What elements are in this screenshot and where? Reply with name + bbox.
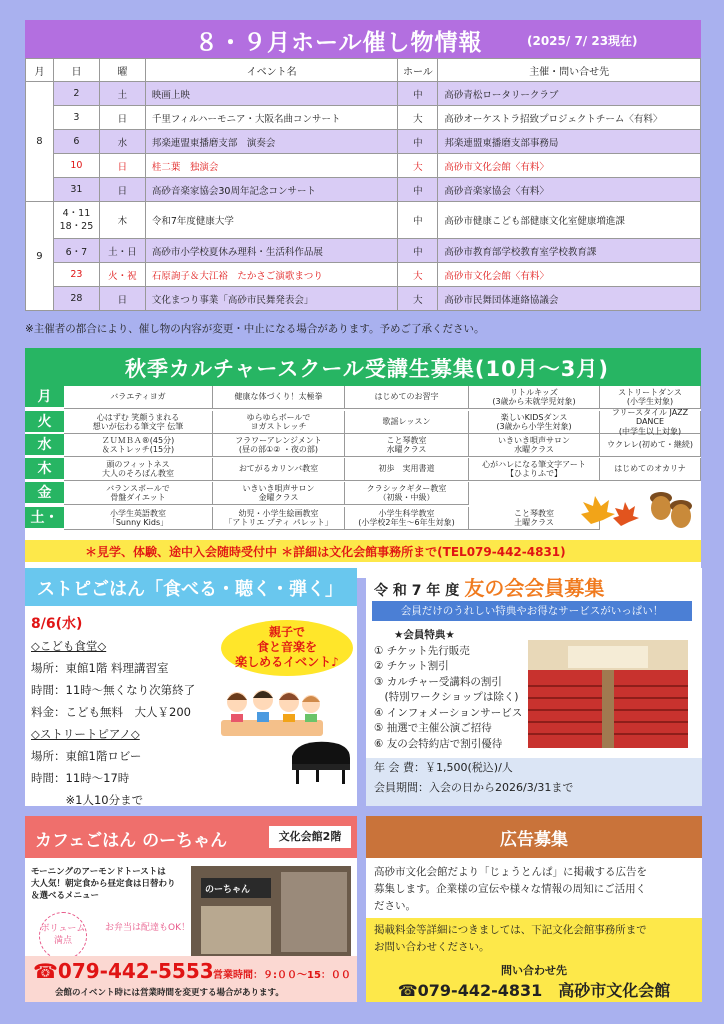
weekday-cell: 土	[99, 82, 145, 106]
col-day: 日	[53, 59, 99, 82]
culture-day-label: 火	[25, 411, 64, 433]
culture-class-cell: バラエティヨガ	[64, 386, 213, 409]
tomo-period: 会員期間：入会の日から2026/3/31まで	[374, 781, 574, 794]
culture-class-cell: こと琴教室 水曜クラス	[345, 434, 469, 457]
table-row	[26, 82, 701, 106]
weekday-cell: 水	[99, 130, 145, 154]
stopi-details	[31, 613, 195, 833]
culture-class-cell: ゆらゆらボールで ヨガストレッチ	[213, 411, 345, 434]
acorn-icon	[650, 492, 672, 520]
cafe-storefront-icon	[191, 866, 351, 958]
concert-hall-photo	[528, 640, 688, 748]
kids-place: 場所：東館1階 料理講習室	[31, 661, 169, 675]
weekday-cell: 木	[99, 202, 145, 239]
culture-class-cell: 初歩 実用書道	[345, 458, 469, 481]
event-cell: 高砂音楽家協会30周年記念コンサート	[145, 178, 398, 202]
table-row	[26, 130, 701, 154]
event-cell: 映画上映	[145, 82, 398, 106]
cafe-location-tag: 文化会館2階	[269, 826, 351, 848]
ad-header	[366, 816, 702, 858]
organizer-cell: 高砂市教育部学校教育室学校教育課	[438, 239, 701, 263]
culture-class-cell: はじめてのオカリナ	[600, 458, 701, 481]
weekday-cell: 日	[99, 154, 145, 178]
table-row	[26, 202, 701, 239]
day-cell: 28	[53, 287, 99, 311]
culture-class-cell: バランスボールで 骨盤ダイエット	[64, 482, 213, 505]
ad-info-band	[366, 918, 702, 1002]
stopi-header	[25, 568, 357, 606]
culture-row	[25, 434, 701, 457]
events-table	[25, 58, 701, 311]
culture-title: 秋季カルチャースクール受講生募集(10月～3月)	[125, 357, 609, 381]
organizer-cell: 高砂オーケストラ招致プロジェクトチーム〈有料〉	[438, 106, 701, 130]
table-row	[26, 106, 701, 130]
tomo-title	[374, 572, 604, 601]
hall-cell: 中	[398, 239, 438, 263]
weekday-cell: 日	[99, 106, 145, 130]
event-cell: 邦楽連盟東播磨支部 演奏会	[145, 130, 398, 154]
event-cell: 令和7年度健康大学	[145, 202, 398, 239]
col-month: 月	[26, 59, 54, 82]
day-cell: 6	[53, 130, 99, 154]
cafe-phone: ☎079-442-5553	[33, 959, 214, 983]
cafe-description: モーニングのアーモンドトーストは 大人気！朝定食から昼定食は日替わり ＆選べるメニュー	[31, 867, 176, 901]
organizer-cell: 高砂市健康こども部健康文化室健康増進課	[438, 202, 701, 239]
cafe-header	[25, 816, 357, 858]
street-piano-heading: ◇ストリートピアノ◇	[31, 727, 140, 741]
culture-class-cell: 頭のフィットネス 大人のそろばん教室	[64, 458, 213, 481]
events-title: ８・９月ホール催し物情報	[195, 30, 483, 56]
culture-class-cell: いきいき唄声サロン 水曜クラス	[469, 434, 600, 457]
ad-section	[366, 816, 702, 1002]
organizer-cell: 高砂市民舞団体連絡協議会	[438, 287, 701, 311]
month-cell: 8	[26, 82, 54, 202]
kids-fee: 料金：こども無料 大人￥200	[31, 705, 191, 719]
events-table-header	[26, 59, 701, 82]
cafe-storefront-photo	[191, 866, 351, 958]
culture-class-cell: フラワーアレンジメント (昼の部①② ・夜の部)	[213, 434, 345, 457]
ad-body: 高砂市文化会館だより「じょうとんぱ」に掲載する広告を 募集します。企業様の宣伝や様々な情報の周知にご活用く ださい。	[374, 866, 647, 912]
day-cell: 4・11 18・25	[53, 202, 99, 239]
ad-title: 広告募集	[500, 830, 568, 850]
month-cell: 9	[26, 202, 54, 311]
culture-class-cell: ウクレレ(初めて・継続)	[600, 434, 701, 457]
culture-class-cell: 小学生科学教室 (小学校2年生～6年生対象)	[345, 507, 469, 530]
culture-class-cell: リトルキッズ (3歳から未就学児対象)	[469, 386, 600, 409]
col-hall: ホール	[398, 59, 438, 82]
organizer-cell: 高砂音楽家協会〈有料〉	[438, 178, 701, 202]
grand-piano-icon	[288, 736, 354, 786]
maple-leaf-icon	[581, 496, 615, 524]
event-cell: 石原詢子＆大江裕 たかさご演歌まつり	[145, 263, 398, 287]
tomo-perks-heading: ★会員特典★	[394, 629, 455, 641]
col-event: イベント名	[145, 59, 398, 82]
culture-header	[25, 348, 701, 386]
day-cell: 23	[53, 263, 99, 287]
cafe-sign-text: のーちゃん	[205, 885, 251, 895]
autumn-leaves-illustration	[577, 476, 697, 532]
event-cell: 桂二葉 独演会	[145, 154, 398, 178]
hall-cell: 中	[398, 202, 438, 239]
day-cell: 2	[53, 82, 99, 106]
events-header	[25, 20, 701, 58]
list-item: (特別ワークショップは除く)	[374, 691, 519, 703]
culture-class-cell: 健康な体づくり！太極拳	[213, 386, 345, 409]
culture-class-cell: 楽しいKIDSダンス (3歳から小学生対象)	[469, 411, 600, 434]
stopi-date: 8/6(水)	[31, 616, 83, 632]
culture-section	[25, 348, 701, 578]
culture-class-cell: ＺＵＭＢＡ®(45分) ＆ストレッチ(15分)	[64, 434, 213, 457]
events-as-of: (2025/ 7/ 23現在)	[527, 34, 638, 48]
culture-class-cell: ストリートダンス (小学生対象)	[600, 386, 701, 409]
weekday-cell: 火・祝	[99, 263, 145, 287]
list-item: ⑤ 抽選で主催公演ご招待	[374, 722, 492, 734]
culture-class-cell: フリースタイル JAZZ DANCE (中学生以上対象)	[600, 411, 701, 434]
table-row	[26, 287, 701, 311]
table-row	[26, 263, 701, 287]
cafe-note: 会館のイベント時には営業時間を変更する場合があります。	[55, 988, 284, 998]
culture-class-cell: 心がハレになる筆文字アート 【ひよりふで】	[469, 458, 600, 481]
events-section	[25, 20, 701, 338]
volume-stamp: ボリューム 満点	[39, 912, 87, 960]
tomo-fee: 年 会 費：￥1,500(税込)/人	[374, 761, 513, 774]
culture-day-label: 金	[25, 482, 64, 504]
culture-class-cell: クラシックギター教室 （初級・中級）	[345, 482, 469, 505]
table-row	[26, 178, 701, 202]
piano-limit: ※1人10分まで	[31, 793, 144, 807]
hall-cell: 中	[398, 130, 438, 154]
ad-phone: ☎079-442-4831 高砂市文化会館	[397, 981, 671, 1000]
culture-class-cell: 歌謡レッスン	[345, 411, 469, 434]
day-cell: 3	[53, 106, 99, 130]
event-cell: 文化まつり事業「高砂市民舞発表会」	[145, 287, 398, 311]
list-item: ③ カルチャー受講料の割引	[374, 675, 502, 688]
cafe-section	[25, 816, 357, 1002]
event-cell: 千里フィルハーモニア・大阪名曲コンサート	[145, 106, 398, 130]
culture-class-cell: 小学生英語教室 「Sunny Kids」	[64, 507, 213, 530]
table-row	[26, 154, 701, 178]
cafe-hours: 営業時間：９:００～15：００	[213, 970, 351, 981]
culture-day-label: 土・	[25, 507, 64, 529]
cafe-title: カフェごはん のーちゃん	[35, 831, 228, 851]
acorn-icon	[670, 500, 692, 528]
tomo-band: 会員だけのうれしい特典やお得なサービスがいっぱい！	[372, 601, 692, 621]
tomo-fee-box	[366, 758, 702, 806]
weekday-cell: 日	[99, 178, 145, 202]
stopi-title: ストピごはん「食べる・聴く・弾く」	[37, 579, 343, 600]
piano-time: 時間：11時～17時	[31, 771, 130, 785]
day-cell: 6・7	[53, 239, 99, 263]
stopi-section	[25, 568, 357, 806]
hall-cell: 大	[398, 154, 438, 178]
event-cell: 高砂市小学校夏休み理科・生活科作品展	[145, 239, 398, 263]
day-cell: 10	[53, 154, 99, 178]
organizer-cell: 邦楽連盟東播磨支部事務局	[438, 130, 701, 154]
piano-place: 場所：東館1階ロビー	[31, 749, 142, 763]
stopi-bubble: 親子で 食と音楽を 楽しめるイベント♪	[221, 620, 353, 676]
culture-day-label: 木	[25, 458, 64, 480]
weekday-cell: 土・日	[99, 239, 145, 263]
culture-class-cell: 幼児・小学生絵画教室 「アトリエ プティ パレット」	[213, 507, 345, 530]
weekday-cell: 日	[99, 287, 145, 311]
tomo-perks	[374, 628, 522, 752]
culture-row	[25, 408, 701, 436]
kids-cafeteria-heading: ◇こども食堂◇	[31, 639, 107, 653]
ad-contact-label: 問い合わせ先	[501, 964, 567, 977]
list-item: ② チケット割引	[374, 660, 449, 672]
organizer-cell: 高砂市文化会館〈有料〉	[438, 154, 701, 178]
kids-time: 時間：11時～無くなり次第終了	[31, 683, 196, 697]
col-organizer: 主催・問い合せ先	[438, 59, 701, 82]
culture-class-cell: おてがるカリンバ教室	[213, 458, 345, 481]
culture-row	[25, 386, 701, 409]
col-weekday: 曜	[99, 59, 145, 82]
tomo-section	[366, 568, 702, 806]
kids-eating-illustration	[217, 680, 327, 740]
hall-cell: 大	[398, 287, 438, 311]
cafe-delivery: お弁当は配達もOK！	[105, 923, 190, 933]
hall-cell: 大	[398, 263, 438, 287]
ad-info: 掲載料金等詳細につきましては、下記文化会館事務所まで お問い合わせください。	[374, 924, 647, 953]
events-note: ※主催者の都合により、催し物の内容が変更・中止になる場合があります。予めご了承ください。	[25, 323, 485, 335]
day-cell: 31	[53, 178, 99, 202]
list-item: ① チケット先行販売	[374, 644, 470, 657]
list-item: ⑥ 友の会特約店で割引優待	[374, 737, 503, 750]
hall-cell: 中	[398, 178, 438, 202]
cafe-footer	[25, 956, 357, 1002]
culture-class-cell: いきいき唄声サロン 金曜クラス	[213, 482, 345, 505]
culture-footer-text: ＊見学、体験、途中入会随時受付中 ＊詳細は文化会館事務所まで(TEL079-442-4831)	[85, 545, 566, 559]
culture-class-cell: 心はずむ 笑顔うまれる 想いが伝わる筆文字 伝筆	[64, 411, 213, 434]
organizer-cell: 高砂青松ロータリークラブ	[438, 82, 701, 106]
culture-class-cell: はじめてのお習字	[345, 386, 469, 409]
hall-cell: 大	[398, 106, 438, 130]
tomo-title-year: 令 和 7 年 度	[374, 583, 460, 599]
maple-leaf-icon	[613, 502, 639, 526]
culture-class-cell: こと琴教室 土曜クラス	[469, 507, 600, 530]
list-item: ④ インフォメーションサービス	[374, 706, 523, 719]
table-row	[26, 239, 701, 263]
tomo-title-main: 友の会会員募集	[464, 576, 605, 600]
culture-day-label: 月	[25, 386, 64, 408]
culture-day-label: 水	[25, 434, 64, 456]
organizer-cell: 高砂市文化会館〈有料〉	[438, 263, 701, 287]
hall-cell: 中	[398, 82, 438, 106]
